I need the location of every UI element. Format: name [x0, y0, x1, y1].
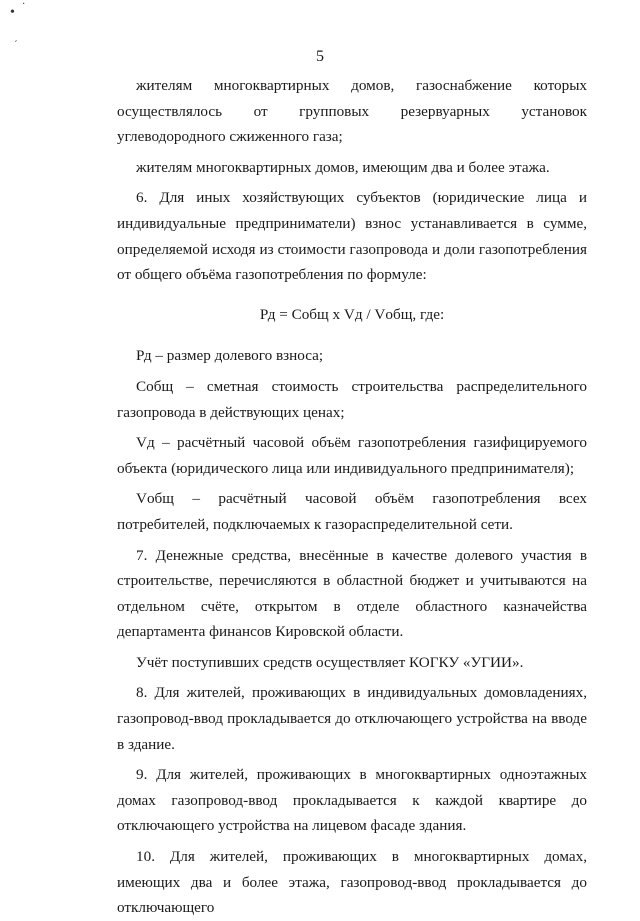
page-number: 5: [316, 48, 324, 65]
scan-speck: ˊ: [14, 39, 18, 51]
paragraph: 9. Для жителей, проживающих в многоквартирных одноэтажных домах газопровод-ввод прокладывается к каждой квартире до отключающего устройства на лицевом фасаде здания.: [117, 766, 587, 835]
paragraph: 7. Денежные средства, внесённые в качестве долевого участия в строительстве, перечисляются в областной бюджет и учитываются на отдельном счёте, открытом в отделе областного казначейства департамента финансов Кировской области.: [117, 546, 587, 641]
paragraph: Учёт поступивших средств осуществляет КОГКУ «УГИИ».: [136, 653, 524, 671]
paragraph: 6. Для иных хозяйствующих субъектов (юридические лица и индивидуальные предприниматели) взнос устанавливается в сумме, определяемой исходя из стоимости газопровода и доли газопотребления от общего объёма газопотребления по формуле:: [117, 189, 587, 284]
document-body: [117, 73, 587, 921]
scan-speck: ·: [22, 0, 26, 10]
paragraph: жителям многоквартирных домов, имеющим два и более этажа.: [136, 158, 550, 176]
scan-speck: •: [10, 5, 15, 20]
paragraph: жителям многоквартирных домов, газоснабжение которых осуществлялось от групповых резервуарных установок углеводородного сжиженного газа;: [117, 77, 587, 146]
paragraph: 8. Для жителей, проживающих в индивидуальных домовладениях, газопровод-ввод прокладывается до отключающего устройства на вводе в здание.: [117, 684, 587, 753]
paragraph: Vд – расчётный часовой объём газопотребления газифицируемого объекта (юридического лица или индивидуального предпринимателя);: [117, 434, 587, 477]
paragraph: Vобщ – расчётный часовой объём газопотребления всех потребителей, подключаемых к газораспределительной сети.: [117, 490, 587, 533]
paragraph: Рд – размер долевого взноса;: [136, 347, 324, 365]
paragraph: 10. Для жителей, проживающих в многоквартирных домах, имеющих два и более этажа, газопровод-ввод прокладывается до отключающего: [117, 848, 587, 917]
paragraph: Собщ – сметная стоимость строительства распределительного газопровода в действующих ценах;: [117, 377, 587, 421]
formula: Рд = Собщ х Vд / Vобщ, где:: [259, 305, 445, 323]
